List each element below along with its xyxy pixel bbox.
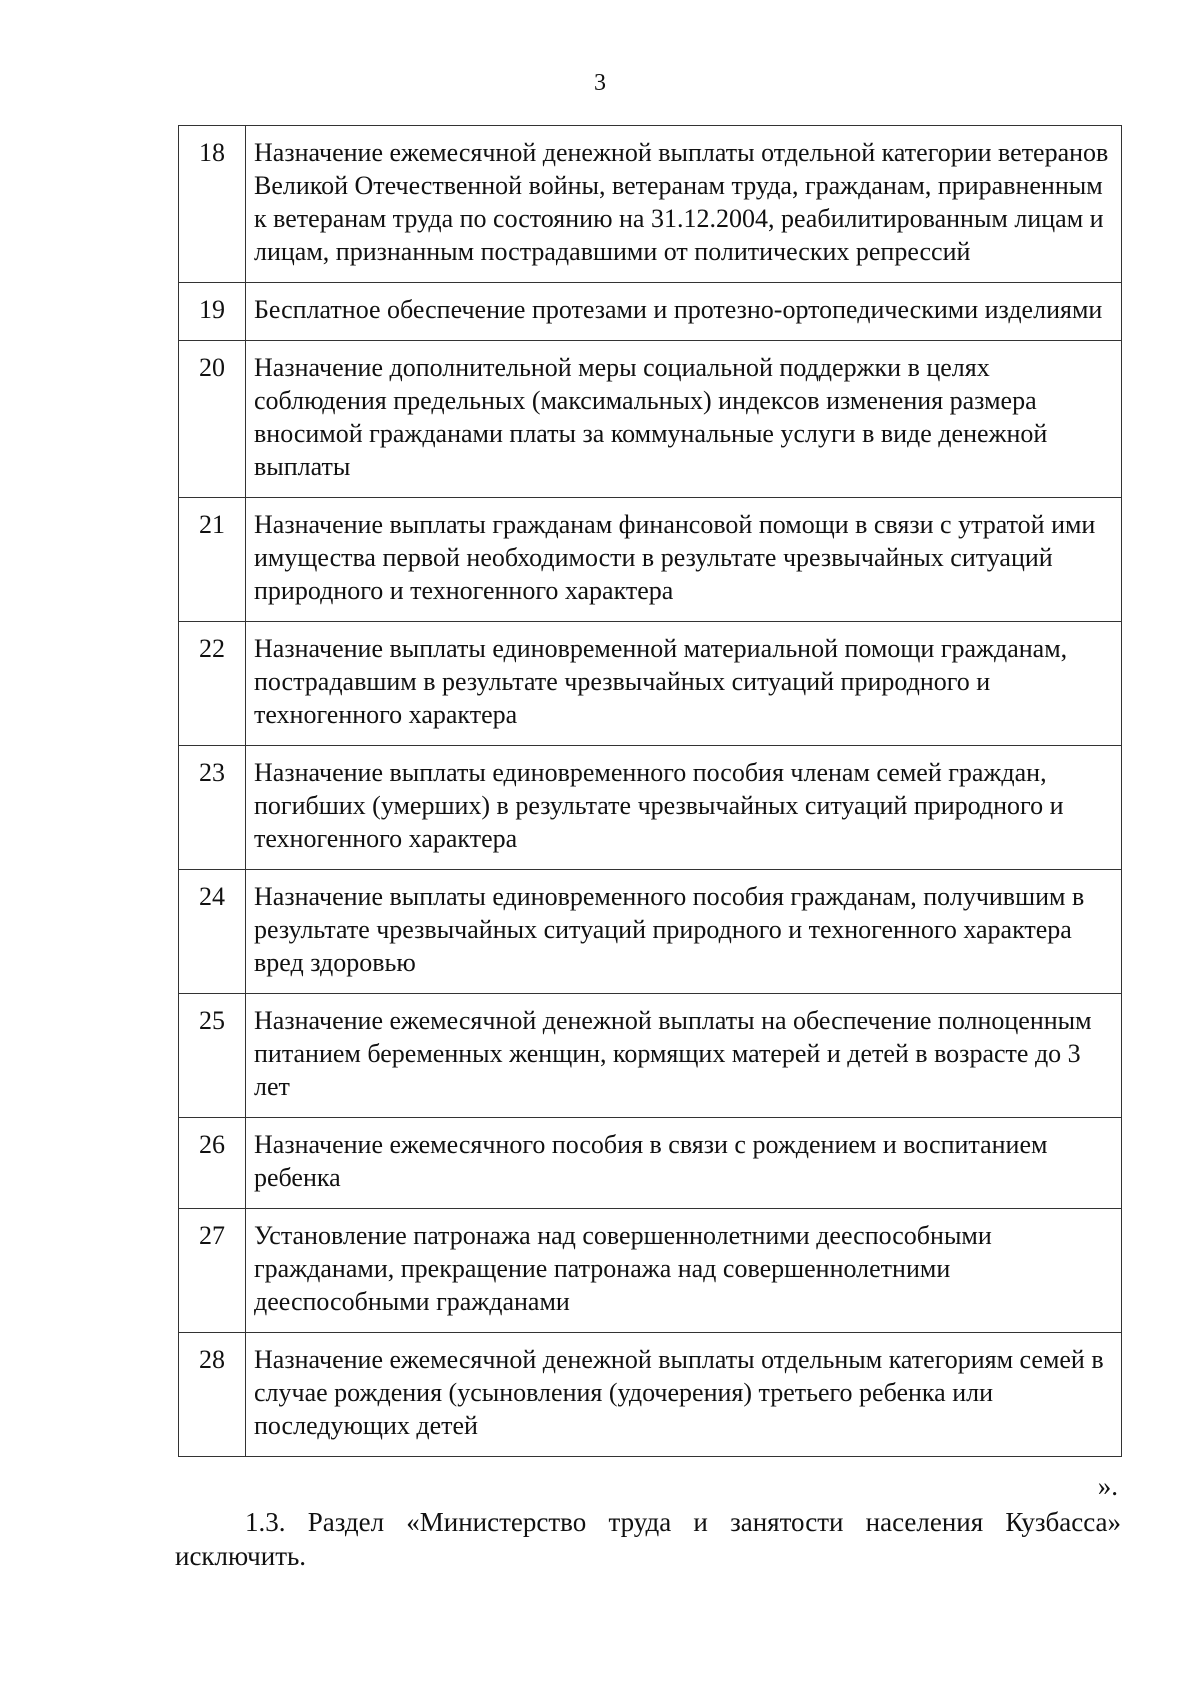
table-row: [179, 341, 1122, 498]
table-row: [179, 498, 1122, 622]
row-text: Назначение ежемесячной денежной выплаты отдельной категории ветеранов Великой Отечественной войны, ветеранам труда, гражданам, приравненным к ветеранам труда по состоянию на 31.12.2004, реабилитированным лицам и лицам, признанным пострадавшими от политических репрессий: [246, 126, 1122, 283]
table-row: [179, 994, 1122, 1118]
table-row: [179, 746, 1122, 870]
row-number: 27: [179, 1209, 246, 1333]
row-number: 20: [179, 341, 246, 498]
row-number: 21: [179, 498, 246, 622]
row-number: 22: [179, 622, 246, 746]
row-text: Бесплатное обеспечение протезами и протезно-ортопедическими изделиями: [246, 283, 1122, 341]
services-table: [178, 125, 1122, 1457]
row-number: 18: [179, 126, 246, 283]
row-text: Назначение выплаты единовременного пособия гражданам, получившим в результате чрезвычайных ситуаций природного и техногенного характера вред здоровью: [246, 870, 1122, 994]
table-row: [179, 126, 1122, 283]
page-number: 3: [594, 70, 606, 96]
row-number: 28: [179, 1333, 246, 1457]
row-text: Назначение ежемесячной денежной выплаты отдельным категориям семей в случае рождения (усыновления (удочерения) третьего ребенка или последующих детей: [246, 1333, 1122, 1457]
amendment-paragraph: 1.3. Раздел «Министерство труда и занятости населения Кузбасса» исключить.: [175, 1507, 1121, 1571]
closing-quote: ».: [1097, 1471, 1118, 1501]
row-text: Назначение ежемесячного пособия в связи с рождением и воспитанием ребенка: [246, 1118, 1122, 1209]
table-row: [179, 283, 1122, 341]
row-number: 25: [179, 994, 246, 1118]
row-text: Назначение выплаты единовременной материальной помощи гражданам, пострадавшим в результате чрезвычайных ситуаций природного и техногенного характера: [246, 622, 1122, 746]
row-number: 26: [179, 1118, 246, 1209]
row-number: 24: [179, 870, 246, 994]
table-row: [179, 622, 1122, 746]
row-number: 23: [179, 746, 246, 870]
table-row: [179, 1118, 1122, 1209]
row-text: Назначение дополнительной меры социальной поддержки в целях соблюдения предельных (максимальных) индексов изменения размера вносимой гражданами платы за коммунальные услуги в виде денежной выплаты: [246, 341, 1122, 498]
table-row: [179, 870, 1122, 994]
row-text: Назначение ежемесячной денежной выплаты на обеспечение полноценным питанием беременных женщин, кормящих матерей и детей в возрасте до 3 лет: [246, 994, 1122, 1118]
row-number: 19: [179, 283, 246, 341]
row-text: Назначение выплаты гражданам финансовой помощи в связи с утратой ими имущества первой необходимости в результате чрезвычайных ситуаций природного и техногенного характера: [246, 498, 1122, 622]
row-text: Установление патронажа над совершеннолетними дееспособными гражданами, прекращение патронажа над совершеннолетними дееспособными гражданами: [246, 1209, 1122, 1333]
row-text: Назначение выплаты единовременного пособия членам семей граждан, погибших (умерших) в результате чрезвычайных ситуаций природного и техногенного характера: [246, 746, 1122, 870]
table-row: [179, 1209, 1122, 1333]
table-row: [179, 1333, 1122, 1457]
